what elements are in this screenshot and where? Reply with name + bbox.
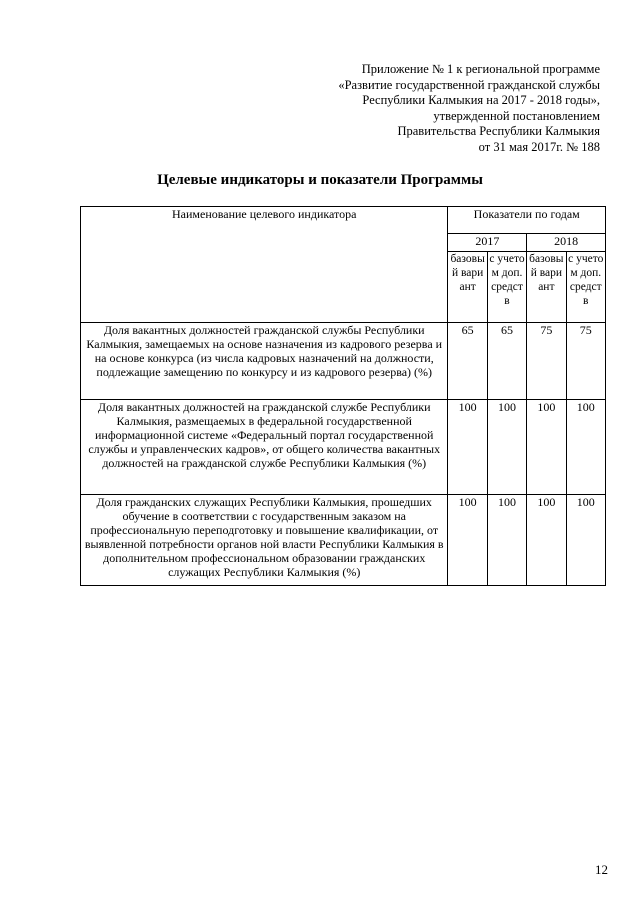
indicator-value: 100 — [448, 400, 487, 495]
indicator-value: 100 — [527, 495, 566, 586]
indicator-value: 100 — [527, 400, 566, 495]
subheader-extra-2018: с учетом доп. средств — [566, 252, 605, 323]
subheader-base-2018: базовый вариант — [527, 252, 566, 323]
indicator-name: Доля вакантных должностей на гражданской службе Республики Калмыкия, размещаемых в федеральной государственной информационной системе «Федеральный портал государственной службы и управленческих кадров», от общего количества вакантных должностей на гражданской службе Республики Калмыкия (%) — [81, 400, 448, 495]
subheader-extra-2017: с учетом доп. средств — [487, 252, 526, 323]
indicator-value: 100 — [487, 400, 526, 495]
indicator-value: 65 — [487, 323, 526, 400]
indicator-value: 75 — [566, 323, 605, 400]
subheader-base-2017: базовый вариант — [448, 252, 487, 323]
appendix-line: от 31 мая 2017г. № 188 — [478, 139, 600, 154]
page-number: 12 — [595, 862, 608, 877]
appendix-line: «Развитие государственной гражданской службы — [338, 77, 600, 92]
table-row — [81, 323, 606, 400]
appendix-line: Республики Калмыкия на 2017 - 2018 годы», — [362, 93, 600, 107]
indicator-name: Доля гражданских служащих Республики Калмыкия, прошедших обучение в соответствии с государственным заказом на профессиональную переподготовку и повышение квалификации, от выявленной потребности органов ной власти Республики Калмыкия в дополнительном профессиональном образовании гражданских служащих Республики Калмыкия (%) — [81, 495, 448, 586]
table-row — [81, 495, 606, 586]
indicator-value: 100 — [566, 495, 605, 586]
year-header-2018: 2018 — [527, 234, 606, 252]
indicator-value: 100 — [448, 495, 487, 586]
column-header-name: Наименование целевого индикатора — [81, 207, 448, 323]
appendix-line: Приложение № 1 к региональной программе — [361, 62, 600, 76]
table-row — [81, 400, 606, 495]
column-header-indicators: Показатели по годам — [448, 207, 606, 234]
indicator-name: Доля вакантных должностей гражданской службы Республики Калмыкия, замещаемых на основе назначения из кадрового резерва и на основе конкурса (из числа кадровых назначений на должности, подлежащие замещению по конкурсу и из кадрового резерва) (%) — [81, 323, 448, 400]
appendix-header — [300, 62, 600, 155]
indicator-value: 75 — [527, 323, 566, 400]
year-header-2017: 2017 — [448, 234, 527, 252]
indicator-value: 100 — [566, 400, 605, 495]
indicator-value: 65 — [448, 323, 487, 400]
appendix-line: утвержденной постановлением — [433, 108, 600, 123]
appendix-line: Правительства Республики Калмыкия — [397, 124, 600, 138]
document-title: Целевые индикаторы и показатели Программы — [157, 172, 483, 188]
indicators-table — [80, 206, 606, 586]
indicator-value: 100 — [487, 495, 526, 586]
